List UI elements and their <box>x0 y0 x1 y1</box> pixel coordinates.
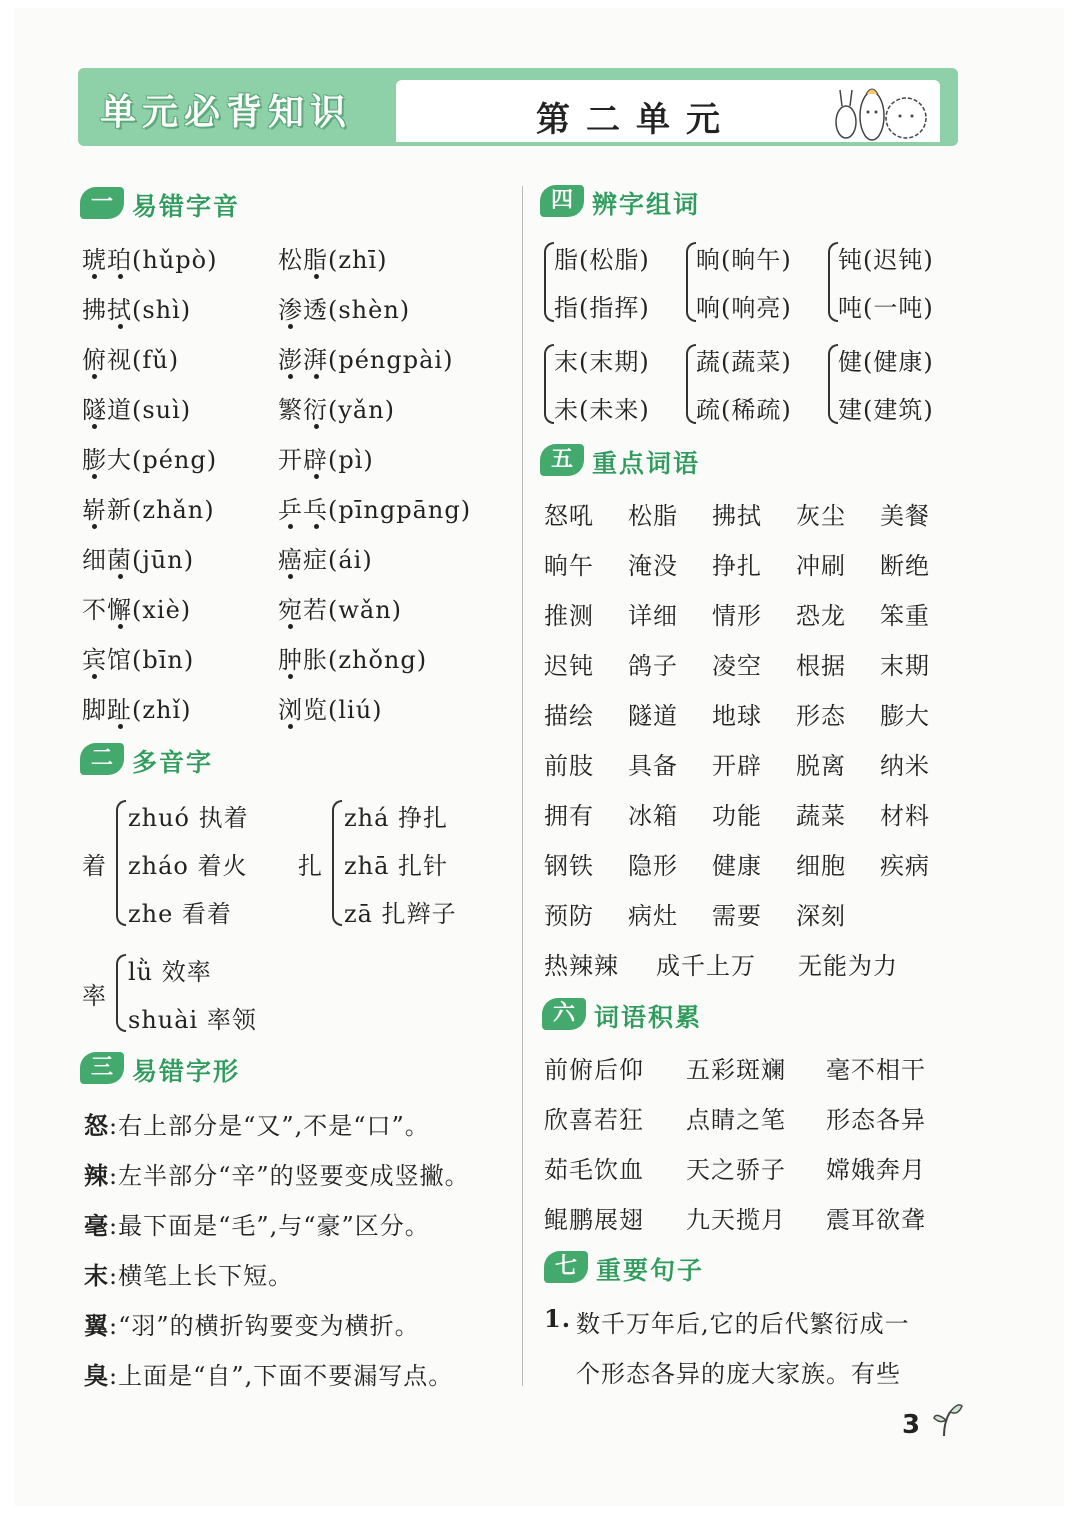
keyword: 笨重 <box>880 602 930 630</box>
polyphone-reading: zháo 着火 <box>128 852 248 880</box>
keyword: 末期 <box>880 652 930 680</box>
polyphone-reading: zhā 扎针 <box>344 852 449 880</box>
keyword: 细胞 <box>796 852 846 880</box>
group-item: 响(响亮) <box>696 294 792 322</box>
keyword: 无能为力 <box>798 952 898 980</box>
keyword: 蔬菜 <box>796 802 846 830</box>
shape-desc: :“羽”的横折钩要变为横折。 <box>109 1312 420 1340</box>
brace <box>544 242 554 322</box>
idiom: 嫦娥奔月 <box>826 1156 926 1184</box>
keyword: 纳米 <box>880 752 930 780</box>
keyword: 挣扎 <box>712 552 762 580</box>
polyphone-char: 率 <box>82 982 107 1010</box>
emphasis-dot <box>314 424 319 429</box>
emphasis-dot <box>118 624 123 629</box>
keyword: 淹没 <box>628 552 678 580</box>
emphasis-dot <box>92 674 97 679</box>
shape-char: 翼 <box>84 1311 109 1340</box>
pron-item: 繁衍(yǎn) <box>278 396 396 424</box>
pron-item: 渗透(shèn) <box>278 296 411 324</box>
emphasis-dot <box>288 574 293 579</box>
emphasis-dot <box>92 524 97 529</box>
section-badge: 二 <box>80 743 124 775</box>
keyword: 钢铁 <box>544 852 594 880</box>
keyword: 松脂 <box>628 502 678 530</box>
keyword: 美餐 <box>880 502 930 530</box>
shape-desc: :左半部分“辛”的竖要变成竖撇。 <box>109 1162 470 1190</box>
group-item: 蔬(蔬菜) <box>696 348 792 376</box>
section-title: 多音字 <box>132 748 214 777</box>
keyword: 鸽子 <box>628 652 678 680</box>
keyword: 隐形 <box>628 852 678 880</box>
shape-char: 臭 <box>84 1361 109 1390</box>
pron-item: 松脂(zhī) <box>278 246 388 274</box>
idiom: 点睛之笔 <box>686 1106 786 1134</box>
keyword: 开辟 <box>712 752 762 780</box>
keyword: 详细 <box>628 602 678 630</box>
idiom: 茹毛饮血 <box>544 1156 644 1184</box>
shape-item <box>84 1106 430 1141</box>
emphasis-dot <box>288 674 293 679</box>
pron-item: 细菌(jūn) <box>82 546 195 574</box>
header-panel <box>396 80 940 142</box>
shape-desc: :上面是“自”,下面不要漏写点。 <box>109 1362 454 1390</box>
pron-item: 不懈(xiè) <box>82 596 192 624</box>
keyword: 断绝 <box>880 552 930 580</box>
keyword: 膨大 <box>880 702 930 730</box>
emphasis-dot <box>118 574 123 579</box>
emphasis-dot <box>288 624 293 629</box>
pron-item: 宾馆(bīn) <box>82 646 195 674</box>
polyphone-char: 扎 <box>298 852 323 880</box>
shape-item <box>84 1206 430 1241</box>
shape-item <box>84 1356 453 1391</box>
emphasis-dot <box>92 424 97 429</box>
keyword: 具备 <box>628 752 678 780</box>
unit-header <box>78 68 958 146</box>
emphasis-dot <box>314 374 319 379</box>
emphasis-dot <box>92 274 97 279</box>
pron-item: 崭新(zhǎn) <box>82 496 215 524</box>
shape-item <box>84 1306 420 1341</box>
section-title: 辨字组词 <box>592 190 701 219</box>
polyphone-reading: shuài 率领 <box>128 1006 257 1034</box>
idiom: 毫不相干 <box>826 1056 926 1084</box>
idiom: 震耳欲聋 <box>826 1206 926 1234</box>
section-badge: 五 <box>540 444 584 476</box>
keyword: 脱离 <box>796 752 846 780</box>
keyword: 冲刷 <box>796 552 846 580</box>
brace <box>828 242 838 322</box>
shape-desc: :最下面是“毛”,与“豪”区分。 <box>109 1212 430 1240</box>
brace <box>828 344 838 424</box>
pron-item: 隧道(suì) <box>82 396 192 424</box>
group-item: 未(未来) <box>554 396 650 424</box>
group-item: 脂(松脂) <box>554 246 650 274</box>
shape-char: 怒 <box>84 1111 109 1140</box>
idiom: 鲲鹏展翅 <box>544 1206 644 1234</box>
emphasis-dot <box>118 274 123 279</box>
keyword: 需要 <box>712 902 762 930</box>
emphasis-dot <box>288 324 293 329</box>
brace <box>116 954 126 1032</box>
keyword: 根据 <box>796 652 846 680</box>
section-title: 词语积累 <box>594 1003 703 1032</box>
polyphone-reading: zhe 看着 <box>128 900 232 928</box>
idiom: 五彩斑斓 <box>686 1056 786 1084</box>
section-title: 重点词语 <box>592 449 701 478</box>
group-item: 健(健康) <box>838 348 934 376</box>
polyphone-reading: lǜ 效率 <box>128 958 212 986</box>
pron-item: 拂拭(shì) <box>82 296 192 324</box>
idiom: 欣喜若狂 <box>544 1106 644 1134</box>
brace <box>544 344 554 424</box>
section-badge: 三 <box>80 1052 124 1084</box>
emphasis-dot <box>314 274 319 279</box>
keyword: 病灶 <box>628 902 678 930</box>
section-badge: 一 <box>80 187 124 219</box>
emphasis-dot <box>92 374 97 379</box>
pron-item: 肿胀(zhǒng) <box>278 646 428 674</box>
keyword: 描绘 <box>544 702 594 730</box>
emphasis-dot <box>118 324 123 329</box>
polyphone-reading: zhuó 执着 <box>128 804 249 832</box>
brace <box>686 242 696 322</box>
polyphone-reading: zhá 挣扎 <box>344 804 449 832</box>
emphasis-dot <box>288 524 293 529</box>
sprout-icon <box>930 1400 964 1438</box>
keyword: 灰尘 <box>796 502 846 530</box>
keyword: 热辣辣 <box>544 952 619 980</box>
keyword: 恐龙 <box>796 602 846 630</box>
group-item: 末(末期) <box>554 348 650 376</box>
group-item: 吨(一吨) <box>838 294 934 322</box>
section-badge: 七 <box>544 1251 588 1283</box>
shape-desc: :横笔上长下短。 <box>109 1262 294 1290</box>
unit-title: 第二单元 <box>536 100 736 140</box>
pron-item: 琥珀(hǔpò) <box>82 246 218 274</box>
pron-item: 开辟(pì) <box>278 446 374 474</box>
pron-item: 宛若(wǎn) <box>278 596 403 624</box>
pron-item: 癌症(ái) <box>278 546 373 574</box>
idiom: 形态各异 <box>826 1106 926 1134</box>
keyword: 成千上万 <box>656 952 756 980</box>
page-number: 3 <box>902 1410 921 1440</box>
emphasis-dot <box>314 524 319 529</box>
brace <box>332 800 342 926</box>
keyword: 预防 <box>544 902 594 930</box>
sentence-line: 个形态各异的庞大家族。有些 <box>576 1360 901 1388</box>
group-item: 钝(迟钝) <box>838 246 934 274</box>
keyword: 拂拭 <box>712 502 762 530</box>
emphasis-dot <box>314 474 319 479</box>
keyword: 地球 <box>712 702 762 730</box>
emphasis-dot <box>288 724 293 729</box>
keyword: 疾病 <box>880 852 930 880</box>
section-title: 易错字音 <box>132 192 241 221</box>
polyphone-reading: zā 扎辫子 <box>344 900 457 928</box>
keyword: 健康 <box>712 852 762 880</box>
emphasis-dot <box>288 374 293 379</box>
shape-item <box>84 1156 470 1191</box>
pron-item: 膨大(péng) <box>82 446 218 474</box>
polyphone-char: 着 <box>82 852 107 880</box>
keyword: 前肢 <box>544 752 594 780</box>
keyword: 情形 <box>712 602 762 630</box>
keyword: 拥有 <box>544 802 594 830</box>
column-divider <box>522 186 523 1386</box>
emphasis-dot <box>92 474 97 479</box>
brace <box>116 800 126 926</box>
sentence-number: 1. <box>544 1304 572 1333</box>
section-title: 易错字形 <box>132 1057 241 1086</box>
shape-char: 末 <box>84 1261 109 1290</box>
keyword: 冰箱 <box>628 802 678 830</box>
idiom: 天之骄子 <box>686 1156 786 1184</box>
emphasis-dot <box>118 724 123 729</box>
section-badge: 四 <box>540 185 584 217</box>
section-title: 重要句子 <box>596 1256 705 1285</box>
section-badge: 六 <box>542 998 586 1030</box>
brace <box>686 344 696 424</box>
mascot-illustration <box>832 82 932 142</box>
sentence-line: 数千万年后,它的后代繁衍成一 <box>576 1310 910 1338</box>
keyword: 晌午 <box>544 552 594 580</box>
shape-desc: :右上部分是“又”,不是“口”。 <box>109 1112 430 1140</box>
group-item: 疏(稀疏) <box>696 396 792 424</box>
group-item: 晌(晌午) <box>696 246 792 274</box>
idiom: 九天揽月 <box>686 1206 786 1234</box>
shape-char: 毫 <box>84 1211 109 1240</box>
keyword: 材料 <box>880 802 930 830</box>
keyword: 功能 <box>712 802 762 830</box>
shape-char: 辣 <box>84 1161 109 1190</box>
header-title: 单元必背知识 <box>100 92 353 133</box>
pron-item: 澎湃(péngpài) <box>278 346 454 374</box>
keyword: 怒吼 <box>544 502 594 530</box>
group-item: 指(指挥) <box>554 294 650 322</box>
shape-item <box>84 1256 293 1291</box>
keyword: 凌空 <box>712 652 762 680</box>
keyword: 深刻 <box>796 902 846 930</box>
pron-item: 俯视(fǔ) <box>82 346 180 374</box>
keyword: 形态 <box>796 702 846 730</box>
pron-item: 浏览(liú) <box>278 696 383 724</box>
keyword: 推测 <box>544 602 594 630</box>
keyword: 隧道 <box>628 702 678 730</box>
pron-item: 脚趾(zhǐ) <box>82 696 192 724</box>
idiom: 前俯后仰 <box>544 1056 644 1084</box>
group-item: 建(建筑) <box>838 396 934 424</box>
pron-item: 乒乓(pīngpāng) <box>278 496 472 524</box>
keyword: 迟钝 <box>544 652 594 680</box>
